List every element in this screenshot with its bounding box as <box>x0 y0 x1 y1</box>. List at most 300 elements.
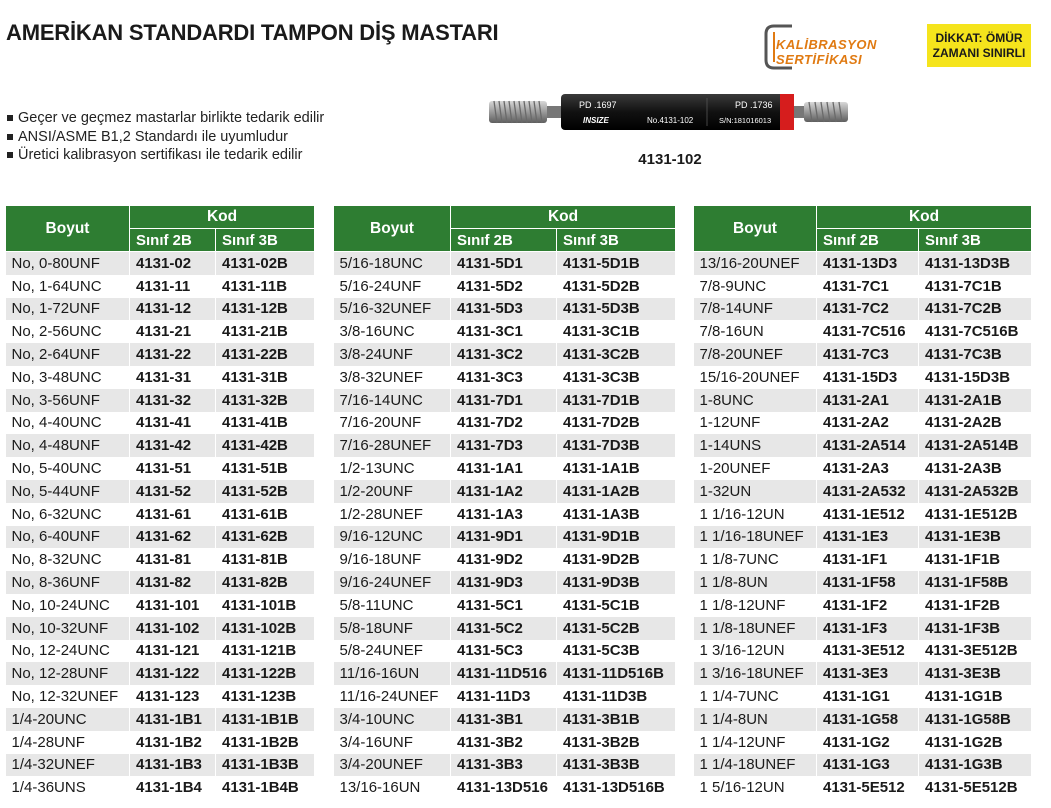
table-row <box>694 526 1032 549</box>
class3b-code-cell: 4131-101B <box>216 594 315 617</box>
class3b-code-cell: 4131-7D1B <box>557 389 676 412</box>
size-cell: 1 1/8-7UNC <box>694 548 817 571</box>
size-cell: 3/8-32UNEF <box>334 366 451 389</box>
class3b-code-cell: 4131-13D516B <box>557 776 676 799</box>
size-code-table-2 <box>333 205 676 799</box>
class2b-code-cell: 4131-3B2 <box>451 731 557 754</box>
size-cell: 1 3/16-18UNEF <box>694 662 817 685</box>
class2b-code-cell: 4131-7C516 <box>817 320 919 343</box>
size-cell: No, 3-56UNF <box>6 389 130 412</box>
feature-item: Üretici kalibrasyon sertifikası ile tedarik edilir <box>6 146 324 165</box>
table-row <box>334 617 676 640</box>
class3b-code-cell: 4131-3C1B <box>557 320 676 343</box>
thread-plug-gauge-image <box>487 90 852 136</box>
table-row <box>334 685 676 708</box>
size-cell: 11/16-16UN <box>334 662 451 685</box>
size-cell: 1/2-28UNEF <box>334 503 451 526</box>
class2b-code-cell: 4131-3C2 <box>451 343 557 366</box>
class2b-code-cell: 4131-1F1 <box>817 548 919 571</box>
table-row <box>6 640 315 663</box>
table-body <box>334 252 676 800</box>
class2b-code-cell: 4131-52 <box>130 480 216 503</box>
table-row <box>694 343 1032 366</box>
class2b-code-cell: 4131-31 <box>130 366 216 389</box>
go-pitch-label: PD .1697 <box>579 100 617 110</box>
table-row <box>694 685 1032 708</box>
class2b-code-cell: 4131-1A1 <box>451 457 557 480</box>
size-cell: No, 4-48UNF <box>6 434 130 457</box>
column-header-class3b: Sınıf 3B <box>216 229 315 252</box>
size-cell: 1/4-28UNF <box>6 731 130 754</box>
class3b-code-cell: 4131-1F3B <box>919 617 1032 640</box>
class2b-code-cell: 4131-3B1 <box>451 708 557 731</box>
class2b-code-cell: 4131-61 <box>130 503 216 526</box>
class2b-code-cell: 4131-41 <box>130 412 216 435</box>
table-row <box>694 571 1032 594</box>
size-cell: No, 6-32UNC <box>6 503 130 526</box>
class3b-code-cell: 4131-3C3B <box>557 366 676 389</box>
class2b-code-cell: 4131-81 <box>130 548 216 571</box>
class3b-code-cell: 4131-2A3B <box>919 457 1032 480</box>
column-header-size: Boyut <box>694 206 817 252</box>
class3b-code-cell: 4131-1B1B <box>216 708 315 731</box>
class2b-code-cell: 4131-7C3 <box>817 343 919 366</box>
table-row <box>334 275 676 298</box>
table-row <box>694 457 1032 480</box>
class3b-code-cell: 4131-123B <box>216 685 315 708</box>
class3b-code-cell: 4131-1A1B <box>557 457 676 480</box>
no-go-red-band <box>780 94 794 130</box>
class2b-code-cell: 4131-121 <box>130 640 216 663</box>
class2b-code-cell: 4131-1F2 <box>817 594 919 617</box>
table-row <box>694 275 1032 298</box>
size-cell: 1/2-13UNC <box>334 457 451 480</box>
class3b-code-cell: 4131-2A514B <box>919 434 1032 457</box>
size-cell: 1 1/8-8UN <box>694 571 817 594</box>
class2b-code-cell: 4131-3C3 <box>451 366 557 389</box>
class3b-code-cell: 4131-13D3B <box>919 252 1032 275</box>
table-row <box>334 731 676 754</box>
class3b-code-cell: 4131-7D3B <box>557 434 676 457</box>
table-row <box>694 366 1032 389</box>
size-cell: 7/8-16UN <box>694 320 817 343</box>
table-row <box>694 434 1032 457</box>
class2b-code-cell: 4131-02 <box>130 252 216 275</box>
class3b-code-cell: 4131-121B <box>216 640 315 663</box>
class3b-code-cell: 4131-5D1B <box>557 252 676 275</box>
class2b-code-cell: 4131-82 <box>130 571 216 594</box>
class2b-code-cell: 4131-2A2 <box>817 412 919 435</box>
column-header-size: Boyut <box>6 206 130 252</box>
product-caption: 4131-102 <box>638 151 702 168</box>
class3b-code-cell: 4131-1A2B <box>557 480 676 503</box>
class2b-code-cell: 4131-122 <box>130 662 216 685</box>
class2b-code-cell: 4131-11 <box>130 275 216 298</box>
class2b-code-cell: 4131-13D3 <box>817 252 919 275</box>
size-cell: 7/16-20UNF <box>334 412 451 435</box>
table-row <box>6 343 315 366</box>
table-row <box>334 480 676 503</box>
table-row <box>334 252 676 275</box>
class2b-code-cell: 4131-1G1 <box>817 685 919 708</box>
table-row <box>694 708 1032 731</box>
table-row <box>694 731 1032 754</box>
size-cell: No, 5-44UNF <box>6 480 130 503</box>
gauge-serial-label: S/N:181016013 <box>719 116 772 125</box>
class3b-code-cell: 4131-11B <box>216 275 315 298</box>
table-row <box>334 434 676 457</box>
table-row <box>6 252 315 275</box>
class2b-code-cell: 4131-1B2 <box>130 731 216 754</box>
class2b-code-cell: 4131-2A532 <box>817 480 919 503</box>
class2b-code-cell: 4131-1G3 <box>817 754 919 777</box>
size-cell: 9/16-24UNEF <box>334 571 451 594</box>
class3b-code-cell: 4131-81B <box>216 548 315 571</box>
size-cell: 3/4-16UNF <box>334 731 451 754</box>
class3b-code-cell: 4131-22B <box>216 343 315 366</box>
table-row <box>334 526 676 549</box>
class2b-code-cell: 4131-5D1 <box>451 252 557 275</box>
column-header-class2b: Sınıf 2B <box>130 229 216 252</box>
size-cell: No, 12-32UNEF <box>6 685 130 708</box>
size-cell: 3/8-16UNC <box>334 320 451 343</box>
class2b-code-cell: 4131-5C1 <box>451 594 557 617</box>
class2b-code-cell: 4131-5D3 <box>451 298 557 321</box>
class3b-code-cell: 4131-82B <box>216 571 315 594</box>
table-row <box>334 343 676 366</box>
column-header-size: Boyut <box>334 206 451 252</box>
size-cell: 1-14UNS <box>694 434 817 457</box>
class3b-code-cell: 4131-15D3B <box>919 366 1032 389</box>
table-row <box>694 389 1032 412</box>
table-row <box>6 275 315 298</box>
column-header-code: Kod <box>817 206 1032 229</box>
class3b-code-cell: 4131-9D2B <box>557 548 676 571</box>
size-cell: 1/2-20UNF <box>334 480 451 503</box>
class2b-code-cell: 4131-2A1 <box>817 389 919 412</box>
table-row <box>6 480 315 503</box>
class2b-code-cell: 4131-102 <box>130 617 216 640</box>
size-code-table-3 <box>693 205 1032 799</box>
class2b-code-cell: 4131-1B3 <box>130 754 216 777</box>
page-title: AMERİKAN STANDARDI TAMPON DİŞ MASTARI <box>6 20 499 45</box>
size-cell: 1-20UNEF <box>694 457 817 480</box>
size-cell: No, 2-64UNF <box>6 343 130 366</box>
class3b-code-cell: 4131-1B3B <box>216 754 315 777</box>
class3b-code-cell: 4131-1F2B <box>919 594 1032 617</box>
column-header-class3b: Sınıf 3B <box>557 229 676 252</box>
table-row <box>6 320 315 343</box>
class3b-code-cell: 4131-3B2B <box>557 731 676 754</box>
table-row <box>694 298 1032 321</box>
table-row <box>334 708 676 731</box>
class3b-code-cell: 4131-1G58B <box>919 708 1032 731</box>
table-row <box>334 571 676 594</box>
table-row <box>6 548 315 571</box>
calibration-line2: SERTİFİKASI <box>776 52 863 67</box>
size-cell: No, 1-72UNF <box>6 298 130 321</box>
class2b-code-cell: 4131-11D3 <box>451 685 557 708</box>
class3b-code-cell: 4131-7C2B <box>919 298 1032 321</box>
size-cell: 3/4-20UNEF <box>334 754 451 777</box>
go-thread-end <box>489 101 547 123</box>
class2b-code-cell: 4131-1E3 <box>817 526 919 549</box>
table-row <box>334 320 676 343</box>
class3b-code-cell: 4131-31B <box>216 366 315 389</box>
table-row <box>334 754 676 777</box>
size-cell: 1-32UN <box>694 480 817 503</box>
class3b-code-cell: 4131-5C2B <box>557 617 676 640</box>
size-cell: 7/16-28UNEF <box>334 434 451 457</box>
class3b-code-cell: 4131-2A532B <box>919 480 1032 503</box>
class2b-code-cell: 4131-1B4 <box>130 776 216 799</box>
size-cell: No, 1-64UNC <box>6 275 130 298</box>
warning-line1: DİKKAT: ÖMÜR <box>935 30 1023 45</box>
feature-list <box>6 109 324 165</box>
class3b-code-cell: 4131-3C2B <box>557 343 676 366</box>
size-cell: No, 10-32UNF <box>6 617 130 640</box>
table-row <box>694 662 1032 685</box>
class2b-code-cell: 4131-22 <box>130 343 216 366</box>
table-row <box>6 526 315 549</box>
size-cell: 5/16-24UNF <box>334 275 451 298</box>
class3b-code-cell: 4131-9D1B <box>557 526 676 549</box>
table-row <box>6 503 315 526</box>
table-row <box>334 366 676 389</box>
warning-line2: ZAMANI SINIRLI <box>932 45 1026 60</box>
size-cell: No, 12-24UNC <box>6 640 130 663</box>
size-cell: 9/16-12UNC <box>334 526 451 549</box>
size-cell: No, 10-24UNC <box>6 594 130 617</box>
size-cell: 5/8-24UNEF <box>334 640 451 663</box>
size-cell: 13/16-16UN <box>334 776 451 799</box>
size-cell: 9/16-18UNF <box>334 548 451 571</box>
table-body <box>694 252 1032 800</box>
table-row <box>334 298 676 321</box>
column-header-code: Kod <box>130 206 315 229</box>
table-row <box>6 617 315 640</box>
class2b-code-cell: 4131-9D1 <box>451 526 557 549</box>
size-cell: 3/8-24UNF <box>334 343 451 366</box>
class3b-code-cell: 4131-1E3B <box>919 526 1032 549</box>
size-cell: 1 3/16-12UN <box>694 640 817 663</box>
class3b-code-cell: 4131-9D3B <box>557 571 676 594</box>
class3b-code-cell: 4131-7C3B <box>919 343 1032 366</box>
size-cell: 7/8-9UNC <box>694 275 817 298</box>
no-go-pitch-label: PD .1736 <box>735 100 773 110</box>
brand-logo: INSIZE <box>583 116 609 125</box>
size-cell: No, 8-32UNC <box>6 548 130 571</box>
class3b-code-cell: 4131-1B4B <box>216 776 315 799</box>
size-cell: 5/8-18UNF <box>334 617 451 640</box>
class2b-code-cell: 4131-101 <box>130 594 216 617</box>
size-cell: 1/4-36UNS <box>6 776 130 799</box>
size-cell: 1-8UNC <box>694 389 817 412</box>
class3b-code-cell: 4131-1F1B <box>919 548 1032 571</box>
table-row <box>334 548 676 571</box>
size-cell: 7/8-20UNEF <box>694 343 817 366</box>
table-row <box>694 480 1032 503</box>
gauge-model-label: No.4131-102 <box>647 116 694 125</box>
size-cell: No, 12-28UNF <box>6 662 130 685</box>
table-row <box>694 754 1032 777</box>
class2b-code-cell: 4131-15D3 <box>817 366 919 389</box>
size-cell: 1 1/8-18UNEF <box>694 617 817 640</box>
table-row <box>334 640 676 663</box>
class3b-code-cell: 4131-1G2B <box>919 731 1032 754</box>
class3b-code-cell: 4131-11D3B <box>557 685 676 708</box>
size-cell: 13/16-20UNEF <box>694 252 817 275</box>
class3b-code-cell: 4131-3B3B <box>557 754 676 777</box>
size-cell: 1 5/16-12UN <box>694 776 817 799</box>
class3b-code-cell: 4131-5C1B <box>557 594 676 617</box>
class2b-code-cell: 4131-5C3 <box>451 640 557 663</box>
size-cell: 15/16-20UNEF <box>694 366 817 389</box>
table-row <box>694 640 1032 663</box>
class2b-code-cell: 4131-12 <box>130 298 216 321</box>
table-row <box>694 503 1032 526</box>
class3b-code-cell: 4131-5C3B <box>557 640 676 663</box>
class2b-code-cell: 4131-32 <box>130 389 216 412</box>
size-cell: No, 8-36UNF <box>6 571 130 594</box>
class2b-code-cell: 4131-1E512 <box>817 503 919 526</box>
class3b-code-cell: 4131-1E512B <box>919 503 1032 526</box>
class3b-code-cell: 4131-3E512B <box>919 640 1032 663</box>
class3b-code-cell: 4131-02B <box>216 252 315 275</box>
table-row <box>6 754 315 777</box>
class3b-code-cell: 4131-2A2B <box>919 412 1032 435</box>
table-row <box>334 594 676 617</box>
table-row <box>6 412 315 435</box>
table-row <box>694 776 1032 799</box>
class2b-code-cell: 4131-51 <box>130 457 216 480</box>
table-row <box>6 708 315 731</box>
lifetime-warning-badge <box>927 24 1031 67</box>
table-row <box>694 412 1032 435</box>
class3b-code-cell: 4131-2A1B <box>919 389 1032 412</box>
calibration-line1: KALİBRASYON <box>776 37 877 52</box>
class3b-code-cell: 4131-51B <box>216 457 315 480</box>
class2b-code-cell: 4131-1F58 <box>817 571 919 594</box>
class3b-code-cell: 4131-7C1B <box>919 275 1032 298</box>
class2b-code-cell: 4131-9D2 <box>451 548 557 571</box>
class3b-code-cell: 4131-61B <box>216 503 315 526</box>
class2b-code-cell: 4131-62 <box>130 526 216 549</box>
table-row <box>6 594 315 617</box>
class2b-code-cell: 4131-5D2 <box>451 275 557 298</box>
no-go-thread-end <box>804 102 848 122</box>
table-row <box>334 662 676 685</box>
size-code-table-1 <box>5 205 315 799</box>
feature-item: Geçer ve geçmez mastarlar birlikte tedarik edilir <box>6 109 324 128</box>
table-row <box>6 298 315 321</box>
class2b-code-cell: 4131-3B3 <box>451 754 557 777</box>
size-cell: 1 1/4-7UNC <box>694 685 817 708</box>
class3b-code-cell: 4131-1F58B <box>919 571 1032 594</box>
table-row <box>334 389 676 412</box>
size-cell: 5/16-18UNC <box>334 252 451 275</box>
class3b-code-cell: 4131-1G3B <box>919 754 1032 777</box>
class2b-code-cell: 4131-1A3 <box>451 503 557 526</box>
column-header-code: Kod <box>451 206 676 229</box>
size-cell: 5/8-11UNC <box>334 594 451 617</box>
size-cell: 1 1/8-12UNF <box>694 594 817 617</box>
class3b-code-cell: 4131-1B2B <box>216 731 315 754</box>
class2b-code-cell: 4131-5C2 <box>451 617 557 640</box>
calibration-badge <box>762 22 900 72</box>
table-row <box>694 252 1032 275</box>
class2b-code-cell: 4131-3E3 <box>817 662 919 685</box>
table-row <box>6 457 315 480</box>
class2b-code-cell: 4131-5E512 <box>817 776 919 799</box>
table-row <box>6 571 315 594</box>
column-header-class2b: Sınıf 2B <box>451 229 557 252</box>
class3b-code-cell: 4131-102B <box>216 617 315 640</box>
size-cell: No, 3-48UNC <box>6 366 130 389</box>
class3b-code-cell: 4131-5D2B <box>557 275 676 298</box>
class2b-code-cell: 4131-7C2 <box>817 298 919 321</box>
class2b-code-cell: 4131-1G2 <box>817 731 919 754</box>
table-row <box>6 662 315 685</box>
column-header-class3b: Sınıf 3B <box>919 229 1032 252</box>
class3b-code-cell: 4131-1G1B <box>919 685 1032 708</box>
class2b-code-cell: 4131-7D2 <box>451 412 557 435</box>
class3b-code-cell: 4131-11D516B <box>557 662 676 685</box>
class3b-code-cell: 4131-122B <box>216 662 315 685</box>
table-row <box>334 412 676 435</box>
table-row <box>334 457 676 480</box>
class2b-code-cell: 4131-1A2 <box>451 480 557 503</box>
column-header-class2b: Sınıf 2B <box>817 229 919 252</box>
class2b-code-cell: 4131-123 <box>130 685 216 708</box>
table-row <box>6 434 315 457</box>
table-row <box>6 731 315 754</box>
class2b-code-cell: 4131-2A3 <box>817 457 919 480</box>
class3b-code-cell: 4131-52B <box>216 480 315 503</box>
class2b-code-cell: 4131-3C1 <box>451 320 557 343</box>
table-row <box>334 776 676 799</box>
size-cell: 7/16-14UNC <box>334 389 451 412</box>
table-row <box>694 320 1032 343</box>
size-cell: 1/4-20UNC <box>6 708 130 731</box>
class3b-code-cell: 4131-3B1B <box>557 708 676 731</box>
class2b-code-cell: 4131-2A514 <box>817 434 919 457</box>
size-cell: 7/8-14UNF <box>694 298 817 321</box>
class3b-code-cell: 4131-5D3B <box>557 298 676 321</box>
size-cell: 1 1/4-12UNF <box>694 731 817 754</box>
class2b-code-cell: 4131-1F3 <box>817 617 919 640</box>
class3b-code-cell: 4131-62B <box>216 526 315 549</box>
class2b-code-cell: 4131-7D3 <box>451 434 557 457</box>
table-row <box>694 617 1032 640</box>
size-cell: 3/4-10UNC <box>334 708 451 731</box>
table-row <box>334 503 676 526</box>
class3b-code-cell: 4131-41B <box>216 412 315 435</box>
table-row <box>6 776 315 799</box>
class3b-code-cell: 4131-7C516B <box>919 320 1032 343</box>
class2b-code-cell: 4131-7C1 <box>817 275 919 298</box>
size-cell: 1 1/16-18UNEF <box>694 526 817 549</box>
size-cell: 5/16-32UNEF <box>334 298 451 321</box>
size-cell: 11/16-24UNEF <box>334 685 451 708</box>
table-row <box>6 685 315 708</box>
size-cell: 1-12UNF <box>694 412 817 435</box>
size-cell: 1 1/4-8UN <box>694 708 817 731</box>
size-cell: 1 1/4-18UNEF <box>694 754 817 777</box>
table-row <box>694 594 1032 617</box>
table-row <box>694 548 1032 571</box>
class3b-code-cell: 4131-3E3B <box>919 662 1032 685</box>
